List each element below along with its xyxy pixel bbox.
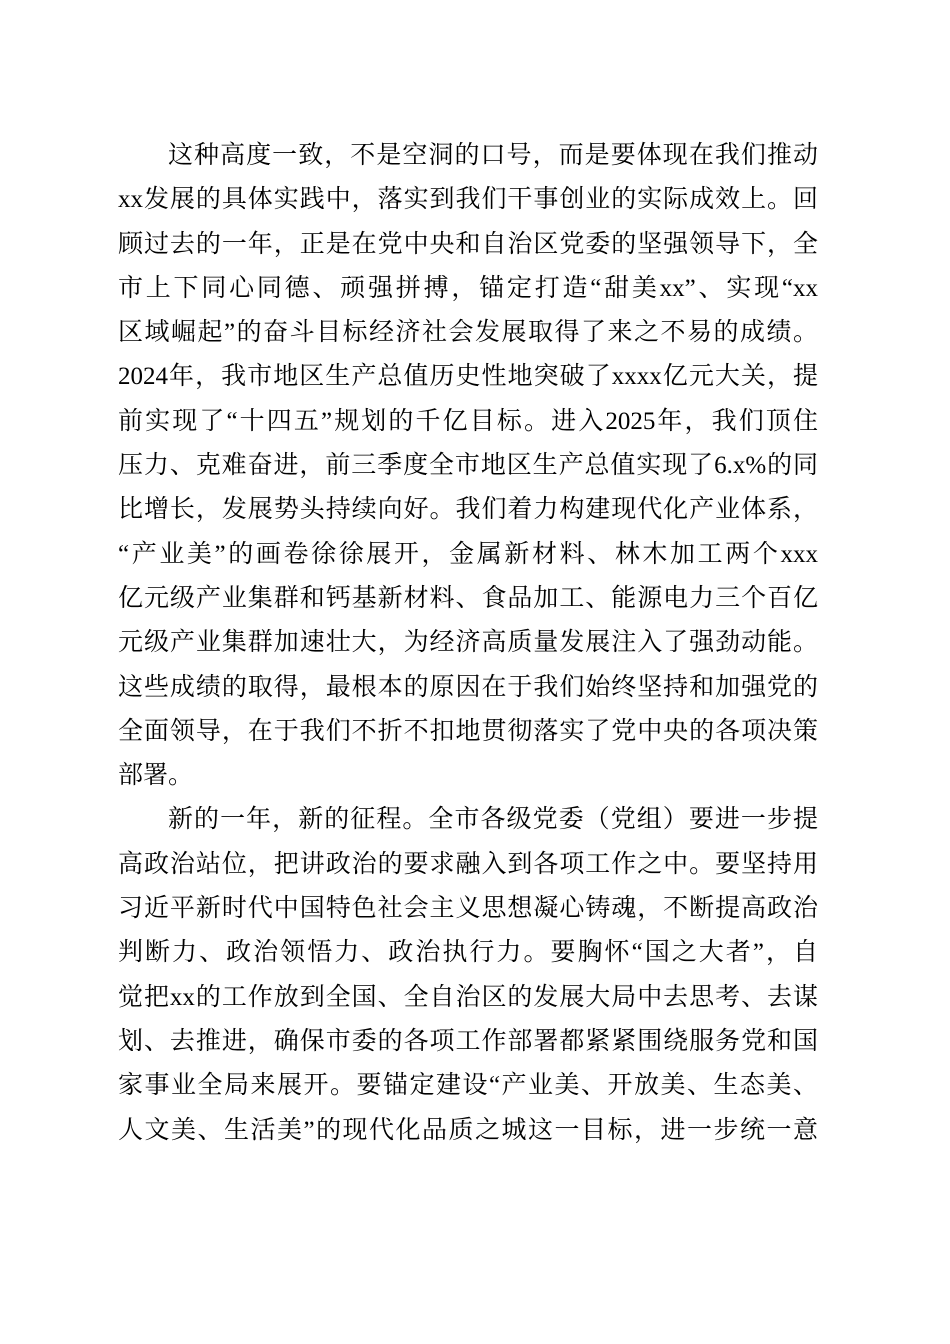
text-line: 元级产业集群加速壮大，为经济高质量发展注入了强劲动能。 xyxy=(118,629,818,657)
text-line: 觉把xx的工作放到全国、全自治区的发展大局中去思考、去谋 xyxy=(118,983,818,1011)
paragraph xyxy=(118,798,818,1152)
text-line: 高政治站位，把讲政治的要求融入到各项工作之中。要坚持用 xyxy=(118,850,818,878)
text-line: 区域崛起”的奋斗目标经济社会发展取得了来之不易的成绩。 xyxy=(118,319,818,347)
text-line: 人文美、生活美”的现代化品质之城这一目标，进一步统一意 xyxy=(118,1116,818,1144)
text-line: 市上下同心同德、顽强拼搏，锚定打造“甜美xx”、实现“xx xyxy=(118,274,818,302)
text-line: 亿元级产业集群和钙基新材料、食品加工、能源电力三个百亿 xyxy=(118,584,818,612)
text-line: xx发展的具体实践中，落实到我们干事创业的实际成效上。回 xyxy=(118,186,818,214)
text-line: 这些成绩的取得，最根本的原因在于我们始终坚持和加强党的 xyxy=(118,673,818,701)
text-line: 全面领导，在于我们不折不扣地贯彻落实了党中央的各项决策 xyxy=(118,717,818,745)
text-line: 压力、克难奋进，前三季度全市地区生产总值实现了6.x%的同 xyxy=(118,452,818,480)
text-line: 这种高度一致，不是空洞的口号，而是要体现在我们推动 xyxy=(168,142,818,169)
text-line: 部署。 xyxy=(118,762,194,790)
text-line: 划、去推进，确保市委的各项工作部署都紧紧围绕服务党和国 xyxy=(118,1027,818,1055)
document-body xyxy=(118,134,818,1153)
text-line: 家事业全局来展开。要锚定建设“产业美、开放美、生态美、 xyxy=(118,1072,818,1100)
paragraph xyxy=(118,134,818,798)
text-line: 前实现了“十四五”规划的千亿目标。进入2025年，我们顶住 xyxy=(118,407,818,435)
text-line: 比增长，发展势头持续向好。我们着力构建现代化产业体系， xyxy=(118,496,818,524)
text-line: 顾过去的一年，正是在党中央和自治区党委的坚强领导下，全 xyxy=(118,230,818,258)
text-line: 2024年，我市地区生产总值历史性地突破了xxxx亿元大关，提 xyxy=(118,363,818,391)
text-line: 习近平新时代中国特色社会主义思想凝心铸魂，不断提高政治 xyxy=(118,895,818,923)
text-line: 判断力、政治领悟力、政治执行力。要胸怀“国之大者”，自 xyxy=(118,939,818,967)
text-line: “产业美”的画卷徐徐展开，金属新材料、林木加工两个xxx xyxy=(118,540,818,568)
text-line: 新的一年，新的征程。全市各级党委（党组）要进一步提 xyxy=(168,806,818,834)
